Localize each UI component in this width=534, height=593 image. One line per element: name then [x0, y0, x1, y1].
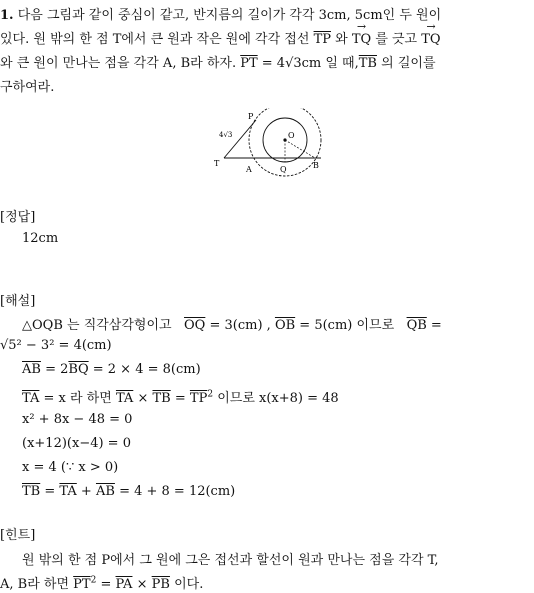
segment-ob: $\overline{OB}$: [274, 318, 296, 333]
concentric-circles-figure: [210, 108, 325, 178]
segment-oq: $\overline{OQ}$: [184, 318, 206, 333]
problem-text-3b: = 4√3cm 일 때,: [261, 56, 359, 71]
label-t: T: [214, 159, 220, 168]
answer-value: 12cm: [22, 231, 59, 246]
answer-header: [정답]: [0, 210, 36, 225]
label-p: P: [248, 112, 254, 121]
solution-line-5: x² + 8x − 48 = 0: [22, 412, 133, 427]
radius-ob-line: [285, 140, 315, 158]
problem-text-1: 다음 그림과 같이 중심이 같고, 반지름의 길이가 각각 3cm, 5cm인 두 원이: [17, 8, 442, 23]
segment-pt: $\overline{PT}$: [240, 56, 258, 71]
problem-line-1: [0, 4, 441, 23]
solution-line-3: $\overline{AB} = 2\overline{BQ} = 2 \times 4 = 8(cm)$: [22, 362, 201, 377]
vector-tq-2: → TQ: [421, 32, 440, 47]
solution-line-4: $\overline{TA} = x$ 라 하면 $\overline{TA} \times \overline{TB} = \overline{TP}^2$ 이므로 x(x+8) = 48: [22, 389, 339, 406]
problem-line-4: [0, 76, 54, 95]
problem-text-3c: 의 길이를: [381, 56, 436, 71]
label-a: A: [246, 165, 252, 174]
solution-line-8: $\overline{TB} = \overline{TA} + \overline{AB} = 4 + 8 = 12(cm)$: [22, 484, 236, 499]
hint-line-1: 원 밖의 한 점 P에서 그 원에 그은 접선과 할선이 원과 만나는 점을 각각 T,: [22, 553, 439, 568]
problem-line-2: [0, 28, 441, 47]
problem-number: 1.: [0, 8, 14, 23]
label-q: Q: [280, 165, 287, 174]
problem-text-2c: 를 긋고: [375, 32, 418, 47]
label-o: O: [288, 131, 295, 140]
vector-tq: → TQ: [352, 32, 371, 47]
label-b: B: [313, 161, 319, 170]
hint-line-2: A, B라 하면 $\overline{PT}^2 = \overline{PA} \times \overline{PB}$ 이다.: [0, 575, 204, 592]
hint-header: [힌트]: [0, 528, 36, 543]
solution-line-7: x = 4 (∵ x > 0): [22, 460, 119, 475]
solution-line-1: △OQB 는 직각삼각형이고 $\overline{OQ} = 3(cm)$ , $\overline{OB} = 5(cm)$ 이므로 $\overline{QB}$ =: [22, 318, 442, 333]
label-length: 4√3: [219, 131, 233, 139]
problem-text-3a: 와 큰 원이 만나는 점을 각각 A, B라 하자.: [0, 56, 237, 71]
solution-line-6: (x+12)(x−4) = 0: [22, 436, 131, 451]
problem-text-4: 구하여라.: [0, 80, 55, 95]
problem-line-3: [0, 52, 436, 71]
solution-header: [해설]: [0, 294, 36, 309]
segment-qb: $\overline{QB}$: [406, 318, 427, 333]
solution-line-2: √5² − 3² = 4(cm): [0, 338, 112, 353]
segment-tp: $\overline{TP}$: [313, 32, 331, 47]
problem-text-2b: 와: [335, 32, 348, 47]
problem-text-2a: 있다. 원 밖의 한 점 T에서 큰 원과 작은 원에 각각 접선: [0, 32, 310, 47]
segment-tb: $\overline{TB}$: [358, 56, 377, 71]
